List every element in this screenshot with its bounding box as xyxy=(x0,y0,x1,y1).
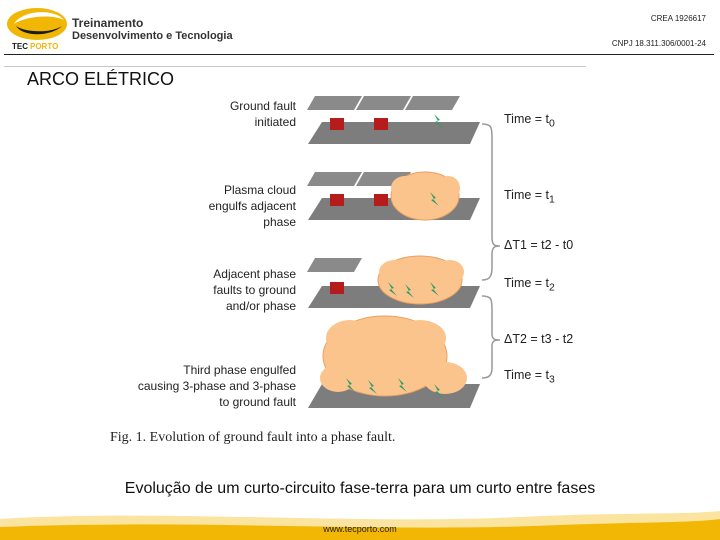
time-label-t2: Time = $t_2$ xyxy=(504,276,555,294)
time-label-t0: Time = $t_0$ xyxy=(504,112,555,130)
page-title: ARCO ELÉTRICO xyxy=(27,69,175,89)
svg-text:TEC: TEC xyxy=(12,42,28,51)
stage-1-label: Ground fault initiated xyxy=(229,99,296,129)
delta-t2-label: ΔT2 = t3 - t2 xyxy=(504,332,574,346)
header-divider xyxy=(4,54,714,55)
brand-name-line2: Desenvolvimento e Tecnologia xyxy=(72,30,233,42)
stage-3-plates xyxy=(307,256,480,308)
fault-evolution-figure xyxy=(100,88,600,458)
time-label-t1: Time = $t_1$ xyxy=(504,188,555,206)
stage-4-plates xyxy=(308,316,480,408)
time-braces xyxy=(482,124,500,378)
stage-4-label: Third phase engulfed causing 3-phase and 3-phase to ground fault xyxy=(137,363,296,409)
brand-name-line1: Treinamento xyxy=(72,16,144,30)
stage-3-label: Adjacent phase faults to ground and/or phase xyxy=(213,267,296,313)
time-label-t3: Time = $t_3$ xyxy=(504,368,555,386)
stage-2-plates xyxy=(307,172,480,220)
website-link[interactable]: www.tecporto.com xyxy=(323,524,397,534)
tecporto-logo xyxy=(4,2,70,52)
svg-text:PORTO: PORTO xyxy=(30,42,59,51)
slide-subtitle: Evolução de um curto-circuito fase-terra para um curto entre fases xyxy=(124,480,596,497)
crea-number: CREA 1926617 xyxy=(650,14,706,23)
header-subdivider xyxy=(4,66,586,67)
stage-2-label: Plasma cloud engulfs adjacent phase xyxy=(208,183,296,229)
footer-wave xyxy=(0,505,720,540)
figure-caption: Fig. 1. Evolution of ground fault into a phase fault. xyxy=(110,430,396,445)
stage-1-plates xyxy=(307,96,480,144)
cnpj-number: CNPJ 18.311.306/0001-24 xyxy=(611,39,706,48)
delta-t1-label: ΔT1 = t2 - t0 xyxy=(504,238,574,252)
